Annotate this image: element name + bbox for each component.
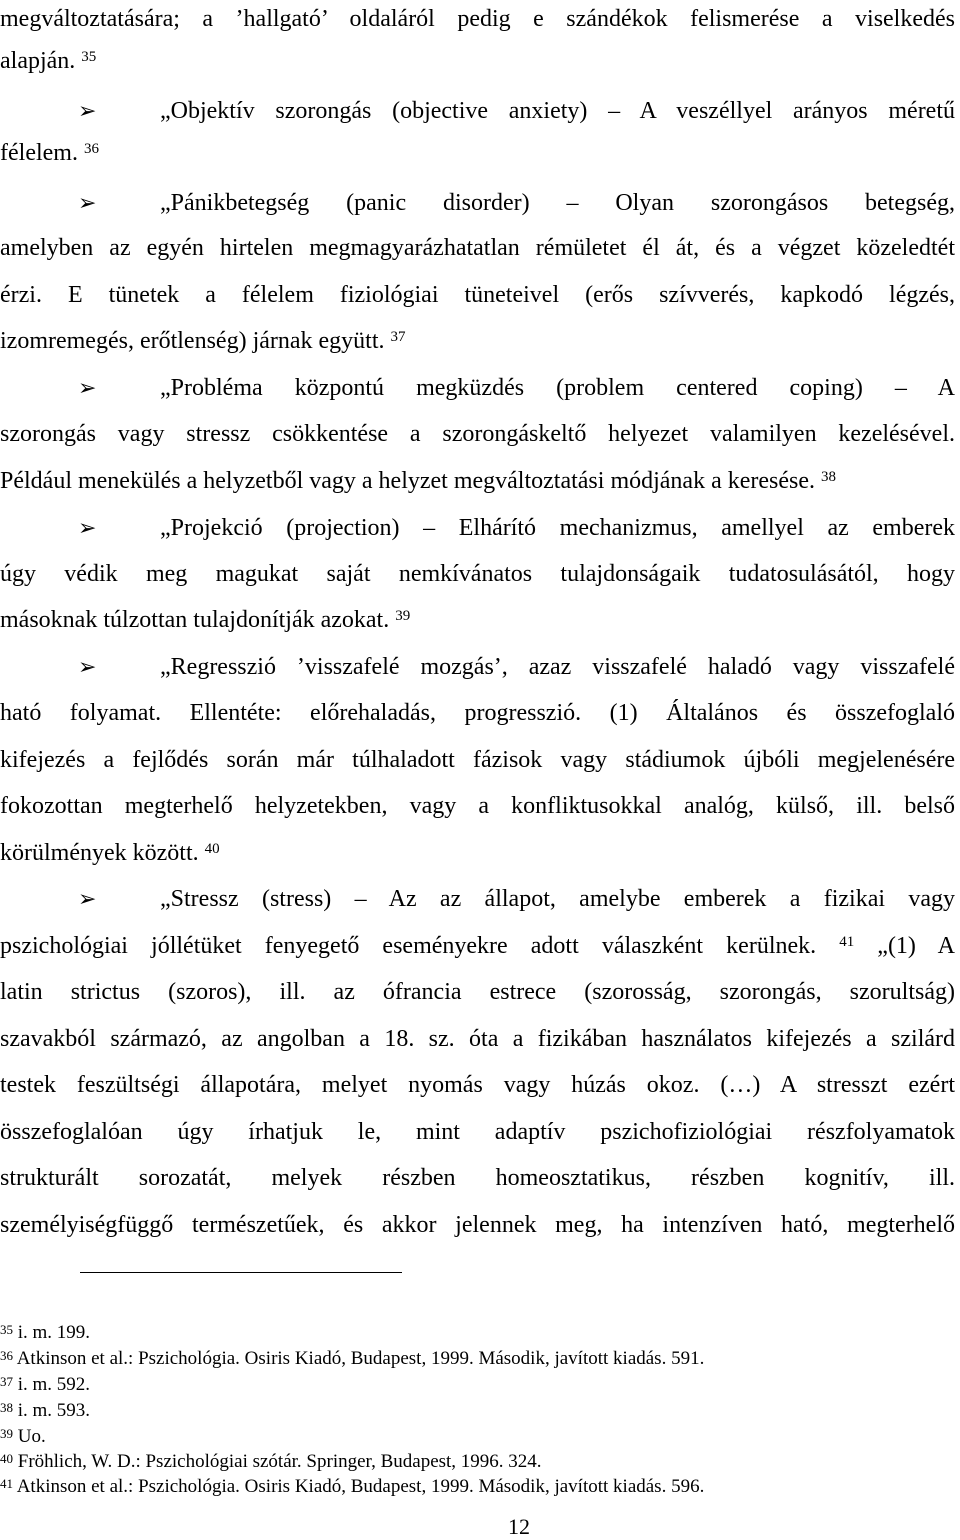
- text-line: [0, 698, 955, 728]
- text-line: [0, 791, 955, 821]
- text-line: [0, 559, 955, 589]
- footnote: [0, 1425, 940, 1449]
- line-text: érzi. E tünetek a félelem fiziológiai tüneteivel (erős szívverés, kapkodó légzés,: [0, 282, 955, 308]
- footnote-number: 40: [0, 1451, 13, 1466]
- line-text: úgy védik meg magukat saját nemkívánatos tulajdonságaik tudatosulásától, hogy: [0, 561, 955, 587]
- footnote: [0, 1450, 940, 1474]
- text-line: [0, 138, 955, 168]
- footnote-text: Atkinson et al.: Pszichológia. Osiris Kiadó, Budapest, 1999. Második, javított kiadás. 596.: [13, 1476, 705, 1497]
- line-text: „Projekció (projection) – Elhárító mechanizmus, amellyel az emberek: [160, 515, 955, 541]
- text-line: [0, 419, 955, 449]
- line-text: szavakból származó, az angolban a 18. sz. óta a fizikában használatos kifejezés a szilárd: [0, 1026, 955, 1052]
- text-line: [160, 884, 955, 914]
- footnote-reference[interactable]: 40: [204, 841, 220, 857]
- footnote-number: 37: [0, 1374, 13, 1389]
- bullet-icon: ➢: [78, 886, 97, 911]
- text-line: [0, 4, 955, 34]
- footnote-text: Fröhlich, W. D.: Pszichológiai szótár. Springer, Budapest, 1996. 324.: [13, 1451, 542, 1472]
- line-text: „Pánikbetegség (panic disorder) – Olyan szorongásos betegség,: [160, 190, 955, 216]
- footnote-reference[interactable]: 36: [83, 141, 99, 157]
- text-line: [160, 373, 955, 403]
- line-text: „Probléma központú megküzdés (problem centered coping) – A: [160, 375, 955, 401]
- text-line: [0, 977, 955, 1007]
- footnote: [0, 1321, 940, 1345]
- text-line: [0, 838, 955, 868]
- footnote-reference[interactable]: 38: [821, 469, 837, 485]
- line-text: „Objektív szorongás (objective anxiety) – A veszéllyel arányos méretű: [160, 98, 955, 124]
- line-text: ható folyamat. Ellentéte: előrehaladás, progresszió. (1) Általános és összefoglaló: [0, 700, 955, 726]
- text-line: [0, 605, 955, 635]
- footnote-separator: [80, 1272, 402, 1273]
- text-line: [0, 1024, 955, 1054]
- line-text: fokozottan megterhelő helyzetekben, vagy a konfliktusokkal analóg, külső, ill. belső: [0, 793, 955, 819]
- line-text: Például menekülés a helyzetből vagy a helyzet megváltoztatási módjának a keresése.: [0, 468, 816, 494]
- bullet-icon: ➢: [78, 375, 97, 400]
- line-text: alapján.: [0, 48, 76, 74]
- text-line: [0, 466, 955, 496]
- text-line: [160, 652, 955, 682]
- bullet-icon: ➢: [78, 98, 97, 123]
- line-text: amelyben az egyén hirtelen megmagyarázhatatlan rémületet él át, és a végzet közeledtét: [0, 235, 955, 261]
- line-text: „Stressz (stress) – Az az állapot, amelybe emberek a fizikai vagy: [160, 886, 955, 912]
- text-line: [0, 46, 955, 76]
- line-text: strukturált sorozatát, melyek részben homeosztatikus, részben kognitív, ill.: [0, 1165, 955, 1191]
- bullet-icon: ➢: [78, 654, 97, 679]
- line-text: szorongás vagy stressz csökkentése a szorongáskeltő helyezet valamilyen kezelésével.: [0, 421, 955, 447]
- footnote-number: 41: [0, 1476, 13, 1491]
- footnote-number: 38: [0, 1400, 13, 1415]
- text-line: [160, 96, 955, 126]
- text-line: [0, 1163, 955, 1193]
- line-text: félelem.: [0, 140, 78, 166]
- footnote-number: 36: [0, 1348, 13, 1363]
- text-line: [0, 1210, 955, 1240]
- footnote-number: 35: [0, 1322, 13, 1337]
- footnote-reference[interactable]: 37: [390, 329, 406, 345]
- footnote-text: i. m. 593.: [13, 1400, 91, 1421]
- footnote-reference[interactable]: 41: [839, 934, 855, 950]
- footnote: [0, 1373, 940, 1397]
- text-line: [160, 188, 955, 218]
- footnote-text: Atkinson et al.: Pszichológia. Osiris Kiadó, Budapest, 1999. Második, javított kiadás. 591.: [13, 1348, 705, 1369]
- text-line: [0, 745, 955, 775]
- line-text: másoknak túlzottan tulajdonítják azokat.: [0, 607, 390, 633]
- line-text: kifejezés a fejlődés során már túlhaladott fázisok vagy stádiumok újbóli megjelenésére: [0, 747, 955, 773]
- line-text: körülmények között.: [0, 840, 199, 866]
- footnote: [0, 1399, 940, 1423]
- footnote-reference[interactable]: 39: [395, 608, 411, 624]
- footnote: [0, 1475, 940, 1499]
- text-line: [0, 280, 955, 310]
- line-text: testek feszültségi állapotára, melyet nyomás vagy húzás okoz. (…) A stresszt ezért: [0, 1072, 955, 1098]
- bullet-icon: ➢: [78, 515, 97, 540]
- page-number: 12: [508, 1514, 530, 1539]
- line-text-continuation: „(1) A: [854, 933, 955, 959]
- line-text: pszichológiai jóllétüket fenyegető eseményekre adott válaszként kerülnek.: [0, 933, 817, 959]
- text-line: [0, 931, 955, 961]
- text-line: [160, 513, 955, 543]
- line-text: „Regresszió ’visszafelé mozgás’, azaz visszafelé haladó vagy visszafelé: [160, 654, 955, 680]
- footnote-text: i. m. 592.: [13, 1374, 91, 1395]
- line-text: izomremegés, erőtlenség) járnak együtt.: [0, 328, 385, 354]
- bullet-icon: ➢: [78, 190, 97, 215]
- text-line: [0, 326, 955, 356]
- text-line: [0, 1070, 955, 1100]
- footnote: [0, 1347, 940, 1371]
- text-line: [0, 1117, 955, 1147]
- line-text: latin strictus (szoros), ill. az ófrancia estrece (szorosság, szorongás, szorultság): [0, 979, 955, 1005]
- text-line: [0, 233, 955, 263]
- footnote-text: Uo.: [13, 1426, 46, 1447]
- line-text: személyiségfüggő természetűek, és akkor jelennek meg, ha intenzíven ható, megterhelő: [0, 1212, 955, 1238]
- line-text: megváltoztatására; a ’hallgató’ oldaláról pedig e szándékok felismerése a viselkedés: [0, 6, 955, 32]
- footnote-reference[interactable]: 35: [81, 49, 97, 65]
- line-text: összefoglalóan úgy írhatjuk le, mint adaptív pszichofiziológiai részfolyamatok: [0, 1119, 955, 1145]
- footnote-text: i. m. 199.: [13, 1322, 91, 1343]
- footnote-number: 39: [0, 1426, 13, 1441]
